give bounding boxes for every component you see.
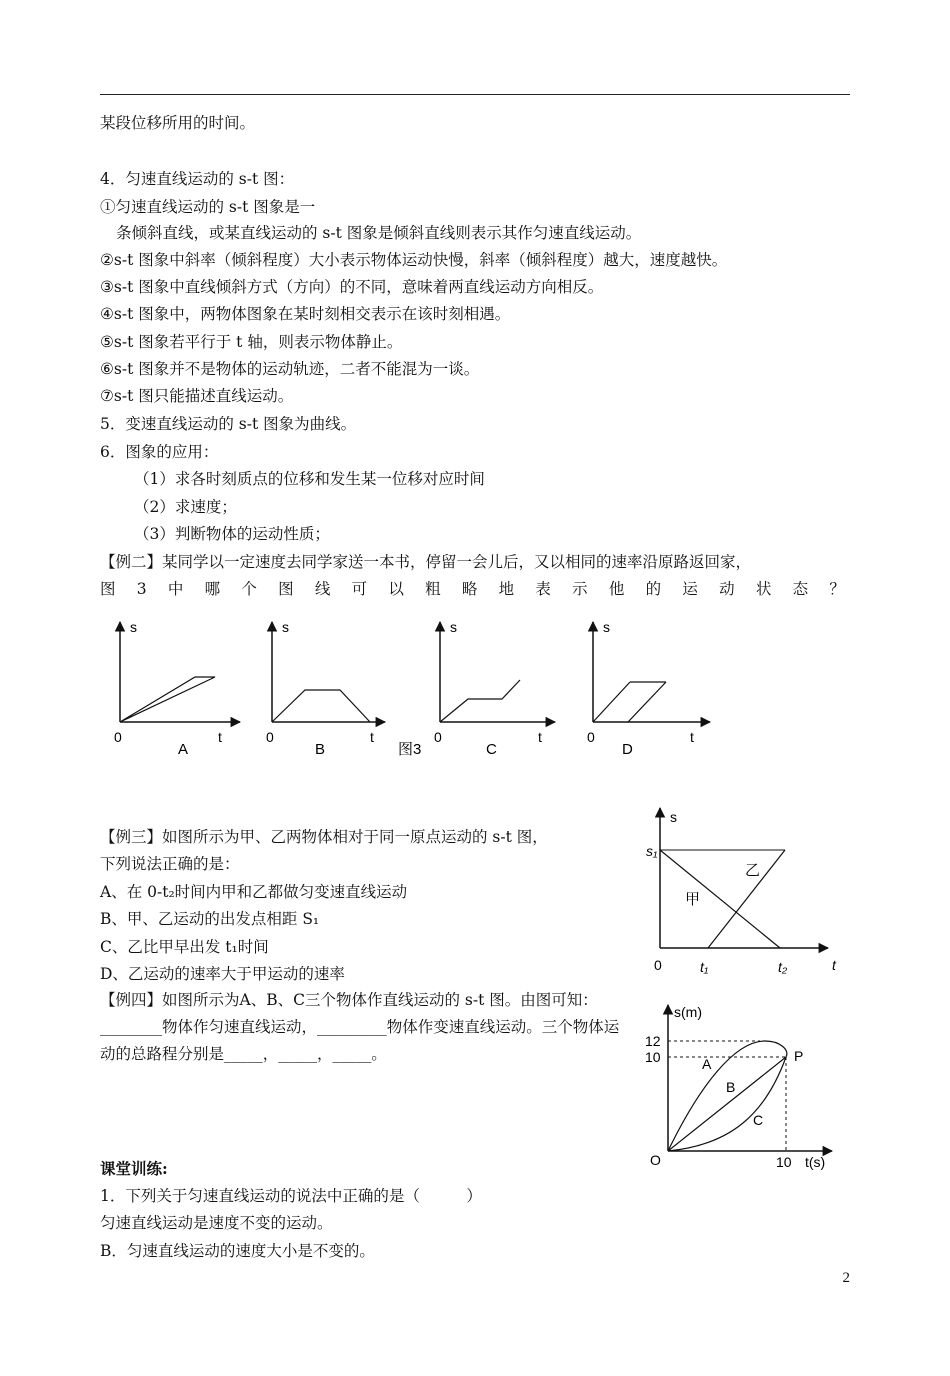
- ex3-xaxis: t: [832, 957, 836, 973]
- graph-b-yaxis: s: [282, 619, 289, 635]
- ex4-label-a: A: [702, 1056, 712, 1072]
- section4-title: 4．匀速直线运动的 s-t 图：: [100, 170, 295, 188]
- example2-line2-char: 图: [100, 580, 116, 598]
- graph-c-xaxis: t: [538, 729, 542, 745]
- section4-item1a: ①匀速直线运动的 s-t 图象是一: [100, 198, 316, 216]
- practice-opt-a: 匀速直线运动是速度不变的运动。: [100, 1214, 333, 1232]
- section6-title: 6．图象的应用：: [100, 443, 219, 461]
- example2-line2-char: 线: [314, 580, 331, 598]
- ex3-yi: 乙: [745, 862, 761, 879]
- ex3-s1: s₁: [646, 843, 658, 859]
- example2-line2-char: 运: [682, 580, 698, 598]
- example3-option-b: B、甲、乙运动的出发点相距 S₁: [100, 910, 320, 928]
- example3-line1: 【例三】如图所示为甲、乙两物体相对于同一原点运动的 s-t 图，: [100, 828, 548, 846]
- graph-b-xaxis: t: [370, 729, 374, 745]
- section4-item4: ④s-t 图象中，两物体图象在某时刻相交表示在该时刻相遇。: [100, 305, 511, 323]
- ex4-label-p: P: [794, 1048, 804, 1064]
- graph-d-yaxis: s: [603, 619, 610, 635]
- example2-line2-char: 地: [498, 580, 515, 598]
- section4-item1b: 条倾斜直线，或某直线运动的 s-t 图象是倾斜直线则表示其作匀速直线运动。: [116, 224, 642, 242]
- example3-line2: 下列说法正确的是：: [100, 855, 240, 873]
- example2-line1: 【例二】某同学以一定速度去同学家送一本书，停留一会儿后，又以相同的速率沿原路返回家，: [100, 553, 752, 571]
- section5: 5．变速直线运动的 s-t 图象为曲线。: [100, 415, 357, 433]
- graph-b: [266, 619, 385, 758]
- header-rule: [100, 94, 850, 95]
- graph-d: [587, 619, 710, 758]
- ex4-label-b: B: [726, 1079, 736, 1095]
- example2-line2-char: ？: [829, 580, 845, 598]
- section4-item2: ②s-t 图象中斜率（倾斜程度）大小表示物体运动快慢，斜率（倾斜程度）越大，速度越快。: [100, 251, 728, 269]
- example2-line2-char: 图: [278, 580, 294, 598]
- graph-d-xaxis: t: [690, 729, 694, 745]
- graph-c-yaxis: s: [450, 619, 457, 635]
- graph-a-yaxis: s: [130, 619, 137, 635]
- graph-a-label: A: [178, 741, 189, 758]
- ex4-label-c: C: [753, 1112, 764, 1128]
- section4-item7: ⑦s-t 图只能描述直线运动。: [100, 387, 294, 405]
- example3-option-a: A、在 0-t₂时间内甲和乙都做匀变速直线运动: [100, 883, 408, 901]
- graph-c-label: C: [486, 741, 497, 758]
- section4-item5: ⑤s-t 图象若平行于 t 轴，则表示物体静止。: [100, 333, 403, 351]
- ex4-x10: 10: [776, 1154, 792, 1170]
- ex3-t1: t₁: [700, 959, 709, 975]
- graph-c: [434, 619, 555, 758]
- practice-opt-b: B．匀速直线运动的速度大小是不变的。: [100, 1242, 375, 1260]
- ex4-xaxis: t(s): [805, 1154, 826, 1170]
- graph-a-xaxis: t: [218, 729, 222, 745]
- example2-line2-char: 可: [351, 580, 368, 598]
- figure3: [100, 612, 740, 772]
- example2-line2-char: 示: [572, 580, 588, 598]
- example2-line2-char: 他: [608, 580, 625, 598]
- graph-b-origin: 0: [266, 729, 274, 745]
- example2-line2-char: 3: [136, 580, 147, 598]
- example2-line2: [100, 578, 845, 600]
- example2-line2-char: 动: [719, 580, 735, 598]
- example2-line2-char: 态: [792, 580, 809, 598]
- graph-c-origin: 0: [434, 729, 442, 745]
- graph-a: [114, 619, 240, 758]
- section4-item3: ③s-t 图象中直线倾斜方式（方向）的不同，意味着两直线运动方向相反。: [100, 278, 604, 296]
- ex3-origin: 0: [654, 957, 662, 973]
- ex4-origin: O: [650, 1152, 661, 1168]
- section4-item6: ⑥s-t 图象并不是物体的运动轨迹，二者不能混为一谈。: [100, 360, 480, 378]
- section6-sub1: （1）求各时刻质点的位移和发生某一位移对应时间: [134, 470, 485, 488]
- page-number: 2: [842, 1270, 850, 1286]
- example2-line2-char: 的: [645, 580, 662, 598]
- example3-option-c: C、乙比甲早出发 t₁时间: [100, 938, 269, 956]
- graph-d-origin: 0: [587, 729, 595, 745]
- example3-graph: [640, 800, 850, 980]
- graph-b-label: B: [315, 741, 326, 758]
- example2-line2-char: 表: [535, 580, 551, 598]
- example2-line2-char: 状: [755, 580, 772, 598]
- example2-line2-char: 略: [461, 580, 478, 598]
- example2-line2-char: 哪: [204, 580, 221, 598]
- graph-d-label: D: [622, 741, 633, 758]
- section6-sub3: （3）判断物体的运动性质；: [134, 525, 330, 543]
- example4-graph: [640, 995, 840, 1175]
- example2-line2-char: 粗: [425, 580, 441, 598]
- practice-q1: 1．下列关于匀速直线运动的说法中正确的是（ ）: [100, 1187, 482, 1205]
- ex3-jia: 甲: [685, 891, 701, 908]
- header-text: 某段位移所用的时间。: [100, 114, 256, 132]
- ex4-y12: 12: [645, 1033, 661, 1049]
- ex4-y10: 10: [645, 1049, 661, 1065]
- example2-line2-char: 中: [167, 580, 184, 598]
- example3-option-d: D、乙运动的速率大于甲运动的速率: [100, 965, 345, 983]
- figure3-caption: 图3: [398, 741, 422, 758]
- example4-text: 【例四】如图所示为A、B、C三个物体作直线运动的 s-t 图。由图可知：________物体作匀速直线运动，_________物体作变速直线运动。三个物体运动的总路程分别是_____，_____，_____。: [100, 991, 620, 1063]
- ex3-yaxis: s: [670, 809, 677, 825]
- ex3-t2: t₂: [778, 959, 788, 975]
- graph-a-origin: 0: [114, 729, 122, 745]
- example2-line2-char: 个: [241, 580, 257, 598]
- example2-line2-char: 以: [388, 580, 404, 598]
- practice-title: 课堂训练:: [100, 1159, 168, 1178]
- ex4-yaxis: s(m): [674, 1004, 702, 1020]
- section6-sub2: （2）求速度；: [134, 498, 237, 516]
